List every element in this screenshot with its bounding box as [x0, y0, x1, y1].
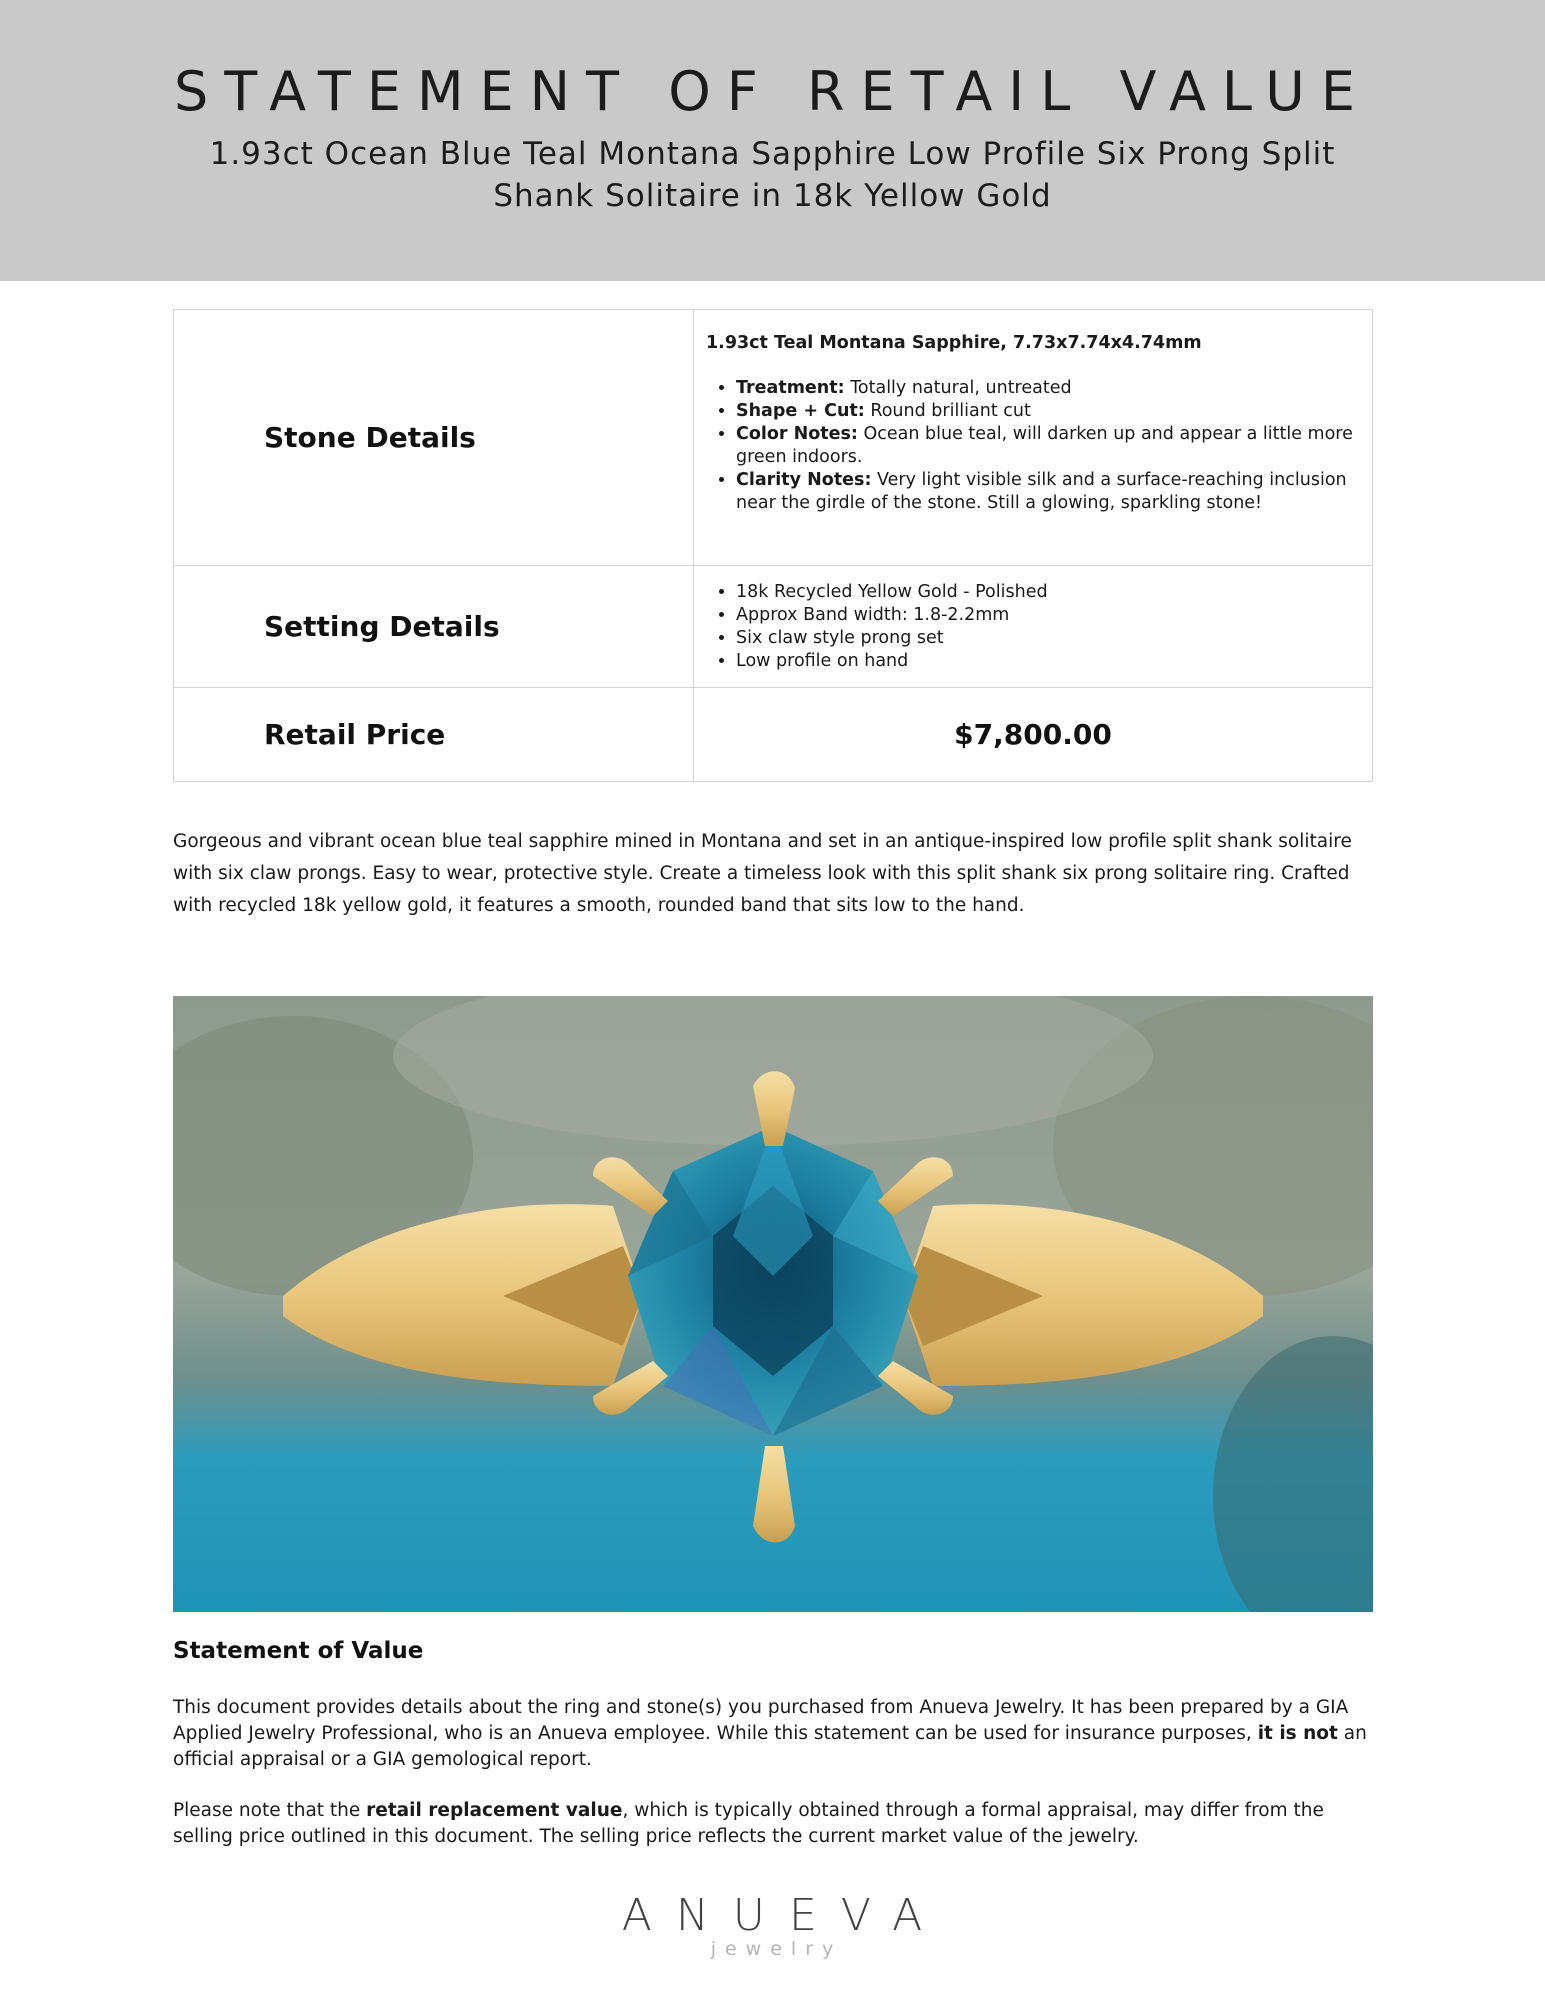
stone-details-label: Stone Details [174, 310, 694, 566]
list-item-value: Totally natural, untreated [844, 378, 1072, 398]
list-item [736, 377, 1360, 400]
logo-subtitle: jewelry [710, 1938, 843, 1960]
statement-text: an official appraisal or a GIA gemological report. [173, 1723, 1367, 1770]
list-item: • Approx Band width: 1.8-2.2mm [736, 604, 1360, 627]
list-item-key: Treatment: [736, 378, 845, 398]
list-item-key: Color Notes: [736, 424, 858, 444]
header-banner [0, 0, 1545, 281]
list-item-key: Clarity Notes: [736, 470, 872, 490]
list-item-value: Ocean blue teal, will darken up and appear a little more green indoors. [736, 424, 1353, 467]
details-table [173, 309, 1373, 782]
document-subtitle: 1.93ct Ocean Blue Teal Montana Sapphire Low Profile Six Prong Split Shank Solitaire in 18k Yellow Gold [209, 136, 1336, 214]
list-item [736, 469, 1360, 515]
logo-wordmark: ANUEVA [621, 1890, 947, 1941]
stone-details-row [174, 310, 1373, 566]
stone-details-list [706, 377, 1360, 515]
statement-paragraph-1 [173, 1695, 1373, 1773]
retail-price-label: Retail Price [174, 688, 694, 782]
statement-text: This document provides details about the ring and stone(s) you purchased from Anueva Jewelry. It has been prepared by a GIA Applied Jewelry Professional, who is an Anueva employee. While this statement can be used for insurance purposes, [173, 1697, 1349, 1744]
retail-price-value: $7,800.00 [694, 688, 1373, 782]
stone-details-value [694, 310, 1373, 566]
statement-emphasis: retail replacement value [366, 1800, 623, 1821]
list-item: • Six claw style prong set [736, 627, 1360, 650]
setting-details-label: Setting Details [174, 566, 694, 688]
setting-details-value [694, 566, 1373, 688]
list-item: • Low profile on hand [736, 650, 1360, 673]
statement-paragraph-2 [173, 1798, 1373, 1850]
statement-emphasis: it is not [1257, 1723, 1338, 1744]
list-item-value: Very light visible silk and a surface-reaching inclusion near the girdle of the stone. Still a glowing, sparkling stone! [736, 470, 1347, 513]
setting-details-list [706, 581, 1360, 673]
list-item: • 18k Recycled Yellow Gold - Polished [736, 581, 1360, 604]
ring-photo [173, 996, 1373, 1612]
list-item [736, 400, 1360, 423]
statement-text: Please note that the [173, 1800, 367, 1821]
product-description: Gorgeous and vibrant ocean blue teal sapphire mined in Montana and set in an antique-inspired low profile split shank solitaire with six claw prongs. Easy to wear, protective style. Create a timeless look with this split shank six prong solitaire ring. Crafted with recycled 18k yellow gold, it features a smooth, rounded band that sits low to the hand. [173, 831, 1352, 916]
stone-heading: 1.93ct Teal Montana Sapphire, 7.73x7.74x4.74mm [706, 333, 1202, 353]
list-item-value: Round brilliant cut [864, 401, 1031, 421]
list-item [736, 423, 1360, 469]
retail-price-row [174, 688, 1373, 782]
list-item-key: Shape + Cut: [736, 401, 865, 421]
document-title: STATEMENT OF RETAIL VALUE [174, 60, 1371, 123]
statement-of-value-title: Statement of Value [173, 1638, 424, 1664]
setting-details-row [174, 566, 1373, 688]
statement-text: , which is typically obtained through a formal appraisal, may differ from the selling price outlined in this document. The selling price reflects the current market value of the jewelry. [173, 1800, 1324, 1847]
anueva-logo [572, 1890, 972, 1960]
